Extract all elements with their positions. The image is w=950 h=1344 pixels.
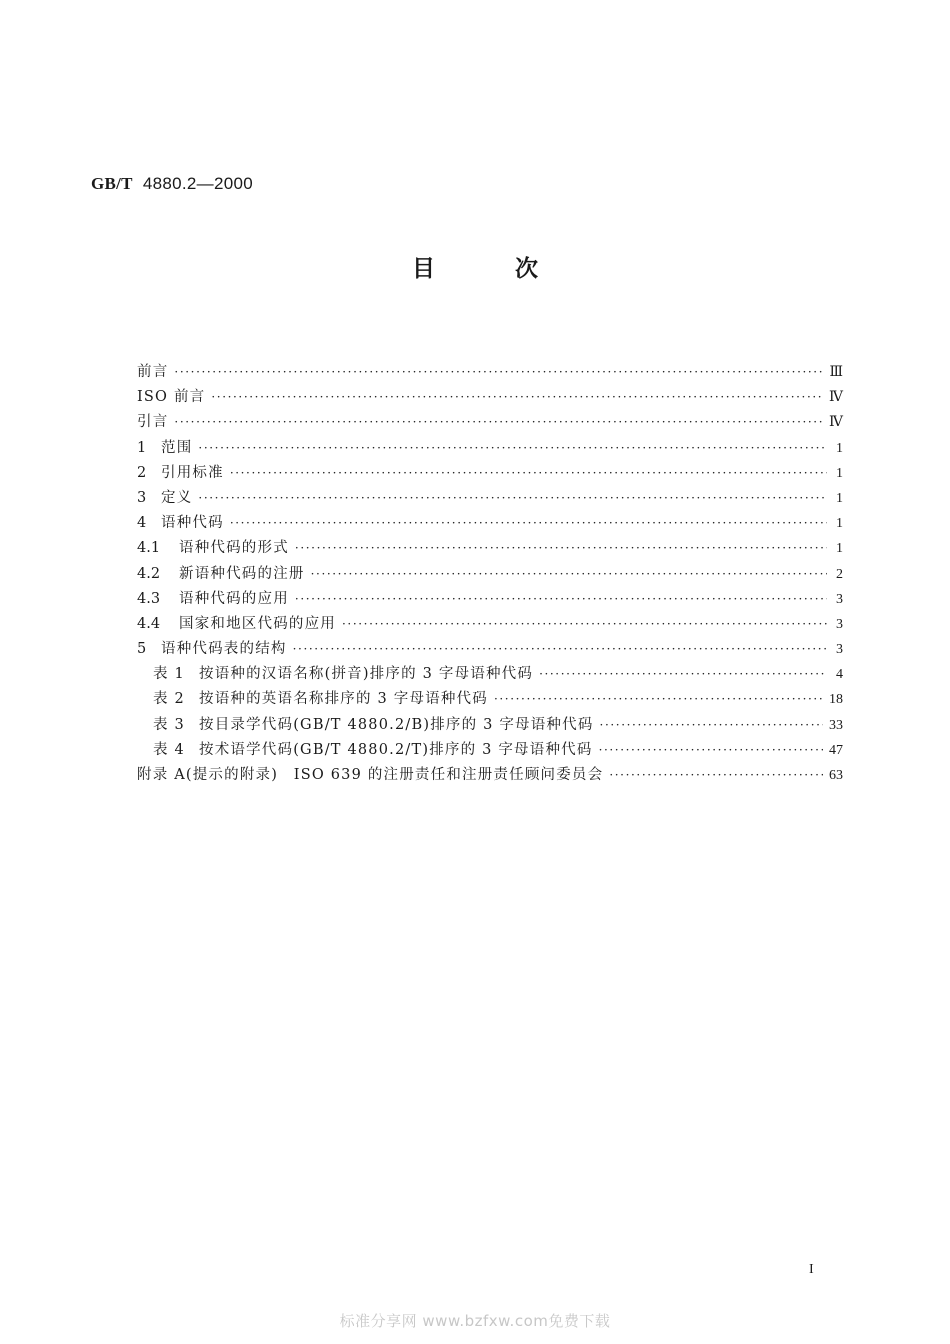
toc-leader-dots [342,612,827,637]
toc-leader-dots [599,738,823,763]
toc-entry-label: 前言 [137,364,169,380]
toc-leader-dots [230,461,827,486]
toc-entry[interactable] [137,587,843,612]
toc-entry[interactable] [137,713,843,738]
toc-leader-dots [609,763,823,788]
toc-entry-label: 附录 A(提示的附录) ISO 639 的注册责任和注册责任顾问委员会 [137,767,604,783]
standard-code [91,174,253,194]
toc-entry-page: Ⅳ [829,415,843,431]
toc-entry[interactable] [137,486,843,511]
toc-entry-label: 引言 [137,414,169,431]
toc-entry-page: 3 [836,591,843,607]
toc-entry-label: 范围 [161,439,193,456]
toc-entry[interactable] [137,763,843,788]
toc-entry[interactable] [137,436,843,461]
toc-entry[interactable] [137,738,843,763]
toc-entry-number: 4.3 [137,590,161,607]
table-of-contents [137,360,843,788]
toc-entry-label: 按目录学代码(GB/T 4880.2/B)排序的 3 字母语种代码 [199,716,594,733]
toc-entry-number: 5 [137,641,147,658]
toc-entry-page: 1 [836,440,843,456]
toc-entry-label: ISO 前言 [137,389,206,406]
toc-entry-number: 4 [137,515,147,532]
toc-entry-page: 4 [836,667,843,683]
toc-entry-page: 3 [836,616,843,632]
toc-leader-dots [174,410,823,435]
toc-entry-label: 语种代码 [161,515,224,532]
toc-entry[interactable] [137,360,843,385]
toc-entry[interactable] [137,662,843,687]
toc-entry[interactable] [137,385,843,410]
toc-entry-page: 1 [836,516,843,532]
toc-entry-page: 1 [836,490,843,506]
toc-entry-label: 语种代码的形式 [179,540,289,557]
toc-leader-dots [174,360,823,385]
toc-entry-number: 表 2 [153,691,185,708]
toc-entry-page: 1 [836,541,843,557]
toc-entry[interactable] [137,562,843,587]
toc-entry-page: 2 [836,566,843,582]
toc-entry-label: 引用标准 [161,464,224,481]
toc-leader-dots [198,486,827,511]
standard-prefix: GB/T [91,174,133,193]
toc-entry-page: 3 [836,642,843,658]
toc-entry[interactable] [137,410,843,435]
toc-entry-number: 表 3 [153,716,185,733]
toc-entry-number: 表 1 [153,666,185,683]
toc-leader-dots [311,562,827,587]
toc-entry-page: 18 [829,692,843,708]
toc-entry-label: 新语种代码的注册 [179,565,305,582]
toc-entry-label: 按语种的汉语名称(拼音)排序的 3 字母语种代码 [199,666,534,683]
toc-entry-page: 63 [829,768,843,783]
page-number: I [809,1262,814,1277]
toc-entry-number: 4.1 [137,540,161,557]
toc-entry-page: 47 [829,742,843,758]
toc-entry-page: 33 [829,717,843,733]
toc-entry-number: 2 [137,464,147,481]
toc-entry-label: 按语种的英语名称排序的 3 字母语种代码 [199,691,488,708]
toc-entry[interactable] [137,687,843,712]
toc-entry-label: 国家和地区代码的应用 [179,615,336,632]
toc-leader-dots [293,637,827,662]
toc-entry-number: 4.2 [137,565,161,582]
toc-entry-number: 4.4 [137,615,161,632]
toc-entry[interactable] [137,637,843,662]
toc-entry-number: 表 4 [153,741,185,758]
toc-entry-label: 按术语学代码(GB/T 4880.2/T)排序的 3 字母语种代码 [199,741,593,758]
toc-leader-dots [295,587,827,612]
toc-entry[interactable] [137,536,843,561]
toc-leader-dots [211,385,823,410]
toc-entry-page: 1 [836,465,843,481]
toc-entry-number: 3 [137,489,147,506]
toc-entry[interactable] [137,461,843,486]
toc-entry-page: Ⅳ [829,390,843,406]
toc-title: 目次 [412,256,618,282]
toc-entry-page: Ⅲ [829,365,843,380]
watermark: 标准分享网 www.bzfxw.com免费下载 [339,1312,611,1330]
toc-leader-dots [230,511,827,536]
toc-leader-dots [198,436,827,461]
toc-entry[interactable] [137,511,843,536]
toc-entry-label: 定义 [161,489,193,506]
toc-leader-dots [600,713,823,738]
toc-entry[interactable] [137,612,843,637]
toc-entry-label: 语种代码表的结构 [161,641,287,658]
toc-entry-number: 1 [137,439,147,456]
toc-entry-label: 语种代码的应用 [179,590,289,607]
toc-leader-dots [494,687,823,712]
standard-number: 4880.2—2000 [142,174,253,193]
toc-leader-dots [295,536,827,561]
toc-leader-dots [539,662,827,687]
